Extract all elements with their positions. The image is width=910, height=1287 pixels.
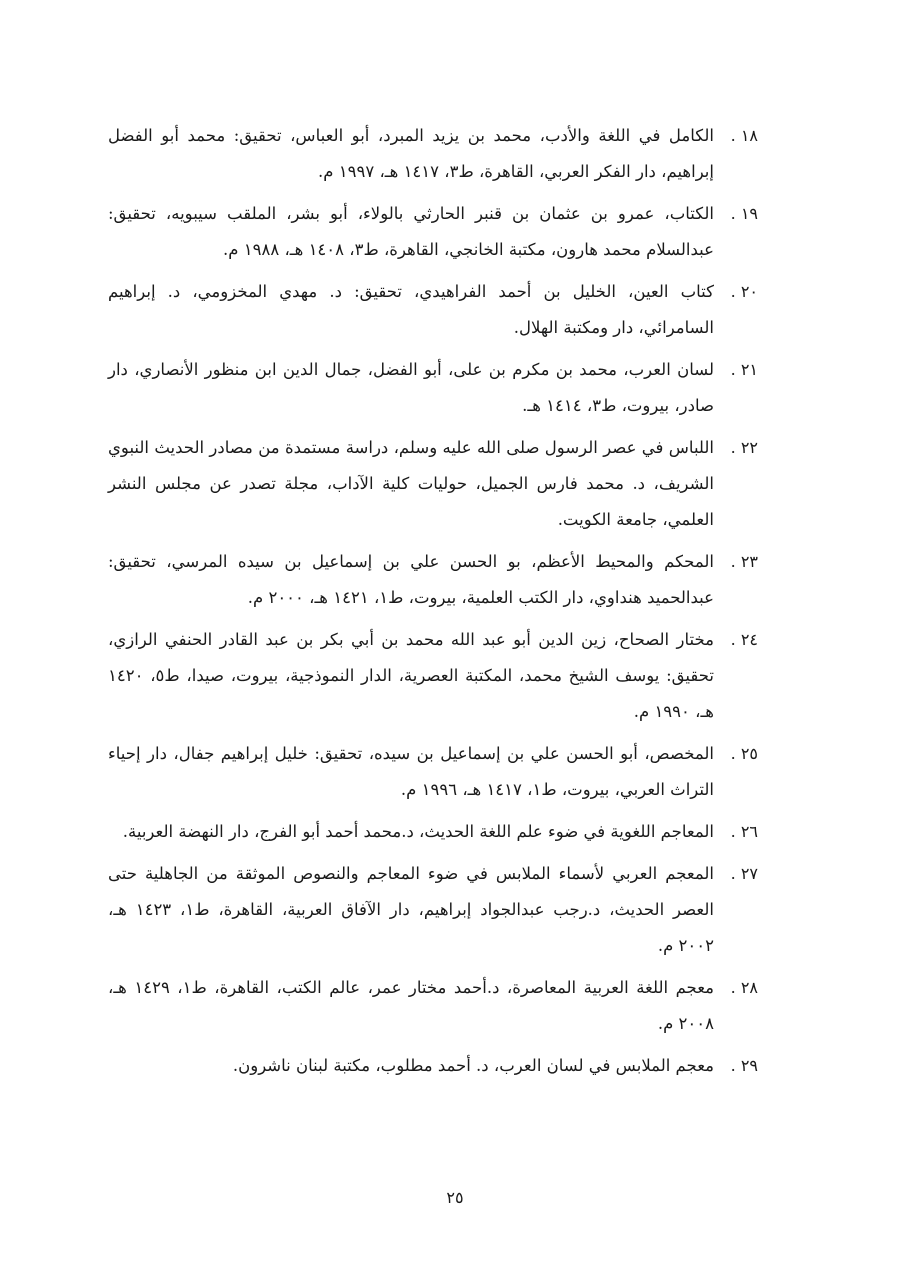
reference-text: الكامل في اللغة والأدب، محمد بن يزيد المبرد، أبو العباس، تحقيق: محمد أبو الفضل إبراهيم، دار الفكر العربي، القاهرة، ط٣، ١٤١٧ هـ، ١٩٩٧ م. <box>108 126 714 181</box>
reference-number: ١٩ . <box>730 204 758 223</box>
reference-number: ٢٠ . <box>730 282 758 301</box>
reference-item <box>108 856 758 964</box>
reference-item <box>108 352 758 424</box>
reference-text: كتاب العين، الخليل بن أحمد الفراهيدي، تحقيق: د. مهدي المخزومي، د. إبراهيم السامرائي، دار ومكتبة الهلال. <box>108 282 714 337</box>
reference-number: ٢٦ . <box>730 822 758 841</box>
reference-text: المعاجم اللغوية في ضوء علم اللغة الحديث، د.محمد أحمد أبو الفرج، دار النهضة العربية. <box>122 822 714 841</box>
reference-item <box>108 430 758 538</box>
reference-item <box>108 1048 758 1084</box>
reference-text: اللباس في عصر الرسول صلى الله عليه وسلم، دراسة مستمدة من مصادر الحديث النبوي الشريف، د. محمد فارس الجميل، حوليات كلية الآداب، مجلة تصدر عن مجلس النشر العلمي، جامعة الكويت. <box>108 438 714 529</box>
reference-item <box>108 736 758 808</box>
reference-item <box>108 544 758 616</box>
references-list <box>108 118 758 1090</box>
reference-number: ١٨ . <box>730 126 758 145</box>
reference-number: ٢٨ . <box>730 978 758 997</box>
reference-text: لسان العرب، محمد بن مكرم بن على، أبو الفضل، جمال الدين ابن منظور الأنصاري، دار صادر، بيروت، ط٣، ١٤١٤ هـ. <box>108 360 714 415</box>
reference-item <box>108 274 758 346</box>
reference-number: ٢١ . <box>730 360 758 379</box>
reference-number: ٢٩ . <box>730 1056 758 1075</box>
reference-item <box>108 622 758 730</box>
reference-text: الكتاب، عمرو بن عثمان بن قنبر الحارثي بالولاء، أبو بشر، الملقب سيبويه، تحقيق: عبدالسلام محمد هارون، مكتبة الخانجي، القاهرة، ط٣، ١٤٠٨ هـ، ١٩٨٨ م. <box>108 204 714 259</box>
reference-number: ٢٣ . <box>730 552 758 571</box>
reference-number: ٢٤ . <box>730 630 758 649</box>
reference-item <box>108 196 758 268</box>
reference-item <box>108 970 758 1042</box>
reference-text: معجم اللغة العربية المعاصرة، د.أحمد مختار عمر، عالم الكتب، القاهرة، ط١، ١٤٢٩ هـ، ٢٠٠٨ م. <box>108 978 715 1033</box>
reference-item <box>108 118 758 190</box>
reference-number: ٢٧ . <box>730 864 758 883</box>
reference-number: ٢٢ . <box>730 438 758 457</box>
reference-text: المعجم العربي لأسماء الملابس في ضوء المعاجم والنصوص الموثقة من الجاهلية حتى العصر الحديث، د.رجب عبدالجواد إبراهيم، دار الآفاق العربية، القاهرة، ط١، ١٤٢٣ هـ، ٢٠٠٢ م. <box>108 864 714 955</box>
reference-text: معجم الملابس في لسان العرب، د. أحمد مطلوب، مكتبة لبنان ناشرون. <box>232 1056 714 1075</box>
reference-text: المخصص، أبو الحسن علي بن إسماعيل بن سيده، تحقيق: خليل إبراهيم جفال، دار إحياء التراث العربي، بيروت، ط١، ١٤١٧ هـ، ١٩٩٦ م. <box>108 744 714 799</box>
page-number: ٢٥ <box>446 1188 464 1207</box>
reference-text: المحكم والمحيط الأعظم، بو الحسن علي بن إسماعيل بن سيده المرسي، تحقيق: عبدالحميد هنداوي، دار الكتب العلمية، بيروت، ط١، ١٤٢١ هـ، ٢٠٠٠ م. <box>108 552 714 607</box>
reference-text: مختار الصحاح، زين الدين أبو عبد الله محمد بن أبي بكر بن عبد القادر الحنفي الرازي، تحقيق: يوسف الشيخ محمد، المكتبة العصرية، الدار النموذجية، بيروت، صيدا، ط٥، ١٤٢٠ هـ، ١٩٩٠ م. <box>108 630 714 721</box>
reference-item <box>108 814 758 850</box>
reference-number: ٢٥ . <box>730 744 758 763</box>
